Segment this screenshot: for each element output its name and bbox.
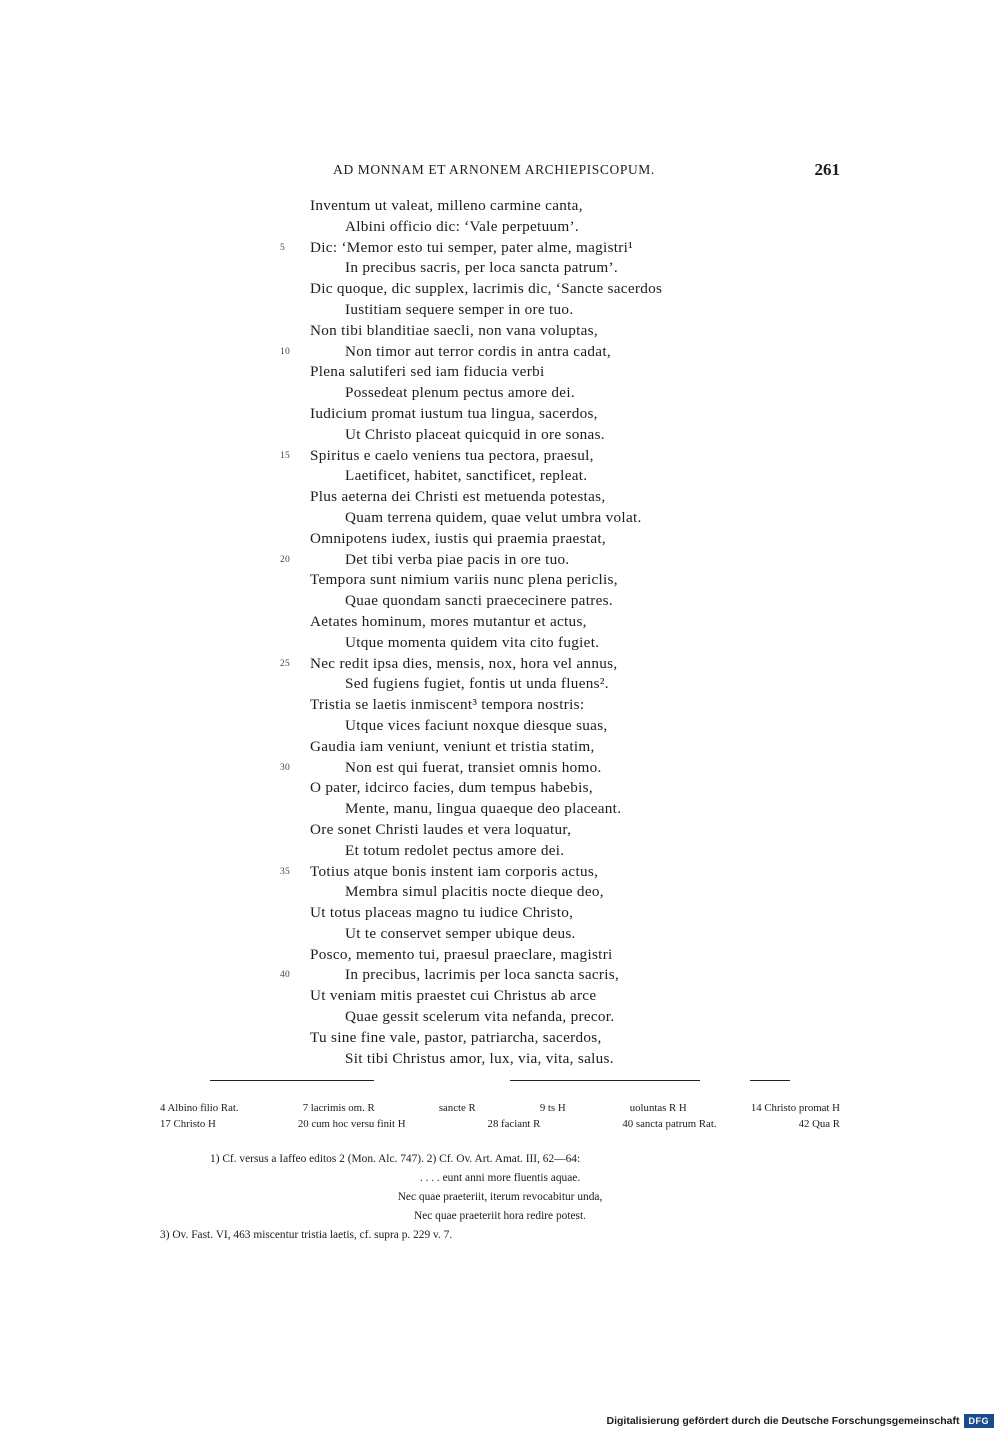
- footnote-3: 3) Ov. Fast. VI, 463 miscentur tristia laetis, cf. supra p. 229 v. 7.: [160, 1229, 453, 1241]
- verse-text: Tu sine fine vale, pastor, patriarcha, sacerdos,: [310, 1028, 602, 1046]
- apparatus-entry: sancte R: [438, 1102, 476, 1114]
- running-header: AD MONNAM ET ARNONEM ARCHIEPISCOPUM.: [333, 162, 655, 177]
- verse-text: Iustitiam sequere semper in ore tuo.: [345, 300, 574, 318]
- footnote-quote-line: Nec quae praeteriit hora redire potest.: [413, 1210, 587, 1222]
- verse-text: Non timor aut terror cordis in antra cadat,: [345, 342, 611, 360]
- verse-line: [270, 758, 750, 779]
- verse-text: Spiritus e caelo veniens tua pectora, praesul,: [310, 446, 594, 464]
- verse-line: [270, 1049, 750, 1070]
- verse-text: Det tibi verba piae pacis in ore tuo.: [345, 550, 570, 568]
- verse-text: Tristia se laetis inmiscent³ tempora nostris:: [310, 696, 585, 714]
- verse-line: [270, 383, 750, 404]
- verse-line: [270, 612, 750, 633]
- verse-text: Ut Christo placeat quicquid in ore sonas.: [345, 425, 605, 443]
- apparatus-entry: 42 Qua R: [798, 1118, 840, 1130]
- footnote-1-2: 1) Cf. versus a Iaffeo editos 2 (Mon. Alc. 747). 2) Cf. Ov. Art. Amat. III, 62—64:: [210, 1153, 581, 1165]
- verse-line: [270, 487, 750, 508]
- verse-line: [270, 570, 750, 591]
- footnotes: [160, 1150, 840, 1245]
- verse-text: In precibus sacris, per loca sancta patrum’.: [345, 259, 618, 277]
- verse-line: [270, 882, 750, 903]
- verse-text: Possedeat plenum pectus amore dei.: [345, 384, 575, 402]
- verse-line: [270, 258, 750, 279]
- verse-line: [270, 841, 750, 862]
- apparatus-entry: 9 ts H: [539, 1102, 566, 1114]
- verse-body: [270, 196, 750, 1069]
- verse-line: [270, 924, 750, 945]
- verse-text: Albini officio dic: ‘Vale perpetuum’.: [345, 217, 579, 235]
- verse-text: Ut totus placeas magno tu iudice Christo,: [310, 904, 574, 922]
- verse-line: [270, 529, 750, 550]
- verse-line: [270, 217, 750, 238]
- verse-line: [270, 903, 750, 924]
- verse-text: Membra simul placitis nocte dieque deo,: [345, 883, 604, 901]
- verse-line: [270, 300, 750, 321]
- footnote-quote-line: Nec quae praeteriit, iterum revocabitur unda,: [397, 1191, 603, 1203]
- verse-text: Dic: ‘Memor esto tui semper, pater alme, magistri¹: [310, 238, 634, 256]
- page-number: 261: [814, 160, 840, 179]
- verse-line: [270, 633, 750, 654]
- line-number: 35: [280, 866, 291, 877]
- verse-line: [270, 862, 750, 883]
- footnote-divider: [750, 1080, 790, 1081]
- verse-line: [270, 778, 750, 799]
- verse-line: [270, 550, 750, 571]
- verse-text: Quam terrena quidem, quae velut umbra volat.: [345, 508, 642, 526]
- verse-line: [270, 446, 750, 467]
- verse-line: [270, 820, 750, 841]
- verse-line: [270, 196, 750, 217]
- verse-text: Sit tibi Christus amor, lux, via, vita, salus.: [345, 1049, 614, 1067]
- verse-line: [270, 986, 750, 1007]
- line-number: 30: [280, 762, 291, 773]
- verse-text: O pater, idcirco facies, dum tempus habebis,: [310, 779, 593, 797]
- footnote-divider: [210, 1080, 374, 1081]
- apparatus-entry: uoluntas R H: [629, 1102, 687, 1114]
- verse-text: Utque momenta quidem vita cito fugiet.: [345, 633, 600, 651]
- apparatus-entry: 17 Christo H: [160, 1118, 216, 1130]
- verse-text: Posco, memento tui, praesul praeclare, magistri: [310, 945, 613, 963]
- verse-text: Laetificet, habitet, sanctificet, repleat.: [345, 467, 588, 485]
- verse-line: [270, 965, 750, 986]
- dfg-banner-text: Digitalisierung gefördert durch die Deutsche Forschungsgemeinschaft: [606, 1415, 960, 1427]
- verse-text: Omnipotens iudex, iustis qui praemia praestat,: [310, 529, 606, 547]
- verse-line: [270, 466, 750, 487]
- verse-text: Inventum ut valeat, milleno carmine canta,: [310, 197, 583, 214]
- verse-text: Mente, manu, lingua quaeque deo placeant.: [345, 800, 622, 818]
- verse-text: Gaudia iam veniunt, veniunt et tristia statim,: [310, 737, 595, 755]
- apparatus-entry: 14 Christo promat H: [750, 1102, 840, 1114]
- line-number: 40: [280, 970, 291, 981]
- verse-line: [270, 238, 750, 259]
- apparatus-entry: 40 sancta patrum Rat.: [622, 1118, 717, 1130]
- verse-text: Quae quondam sancti praececinere patres.: [345, 592, 613, 610]
- verse-line: [270, 321, 750, 342]
- verse-text: Et totum redolet pectus amore dei.: [345, 841, 565, 859]
- footnote-quote-line: . . . . eunt anni more fluentis aquae.: [419, 1172, 581, 1184]
- verse-line: [270, 404, 750, 425]
- verse-line: [270, 362, 750, 383]
- line-number: 20: [280, 554, 291, 565]
- verse-line: [270, 674, 750, 695]
- verse-text: Sed fugiens fugiet, fontis ut unda fluens².: [345, 675, 609, 693]
- apparatus-row: [160, 1100, 840, 1116]
- verse-text: Aetates hominum, mores mutantur et actus,: [310, 612, 587, 630]
- line-number: 15: [280, 450, 291, 461]
- verse-line: [270, 737, 750, 758]
- footnote-divider: [510, 1080, 700, 1081]
- line-number: 10: [280, 346, 291, 357]
- verse-text: Ut veniam mitis praestet cui Christus ab arce: [310, 987, 597, 1005]
- dfg-banner: [607, 1414, 994, 1428]
- verse-text: Tempora sunt nimium variis nunc plena periclis,: [310, 571, 618, 589]
- verse-line: [270, 508, 750, 529]
- verse-text: Totius atque bonis instent iam corporis actus,: [310, 862, 599, 880]
- verse-line: [270, 279, 750, 300]
- verse-line: [270, 654, 750, 675]
- apparatus-entry: 7 lacrimis om. R: [302, 1102, 375, 1114]
- verse-text: Iudicium promat iustum tua lingua, sacerdos,: [310, 404, 598, 422]
- verse-text: Dic quoque, dic supplex, lacrimis dic, ‘Sancte sacerdos: [310, 280, 663, 298]
- verse-text: Quae gessit scelerum vita nefanda, precor.: [345, 1008, 615, 1026]
- apparatus-entry: 4 Albino filio Rat.: [160, 1102, 239, 1114]
- verse-line: [270, 342, 750, 363]
- verse-line: [270, 1028, 750, 1049]
- apparatus-row: [160, 1116, 840, 1132]
- verse-line: [270, 695, 750, 716]
- verse-line: [270, 716, 750, 737]
- verse-text: Utque vices faciunt noxque diesque suas,: [345, 716, 608, 734]
- line-number: 5: [280, 242, 286, 253]
- verse-line: [270, 799, 750, 820]
- verse-line: [270, 1007, 750, 1028]
- verse-text: Nec redit ipsa dies, mensis, nox, hora vel annus,: [310, 654, 618, 672]
- verse-line: [270, 591, 750, 612]
- critical-apparatus: [160, 1100, 840, 1132]
- apparatus-entry: 28 faciant R: [487, 1118, 541, 1130]
- line-number: 25: [280, 658, 291, 669]
- verse-text: Plena salutiferi sed iam fiducia verbi: [310, 363, 545, 381]
- verse-text: Plus aeterna dei Christi est metuenda potestas,: [310, 488, 606, 506]
- verse-line: [270, 425, 750, 446]
- verse-line: [270, 945, 750, 966]
- verse-text: Ut te conservet semper ubique deus.: [345, 924, 576, 942]
- apparatus-entry: 20 cum hoc versu finit H: [297, 1118, 406, 1130]
- verse-text: In precibus, lacrimis per loca sancta sacris,: [345, 966, 620, 984]
- verse-text: Non tibi blanditiae saecli, non vana voluptas,: [310, 321, 598, 339]
- verse-text: Ore sonet Christi laudes et vera loquatur,: [310, 820, 572, 838]
- dfg-logo: DFG: [964, 1414, 995, 1428]
- verse-text: Non est qui fuerat, transiet omnis homo.: [345, 758, 602, 776]
